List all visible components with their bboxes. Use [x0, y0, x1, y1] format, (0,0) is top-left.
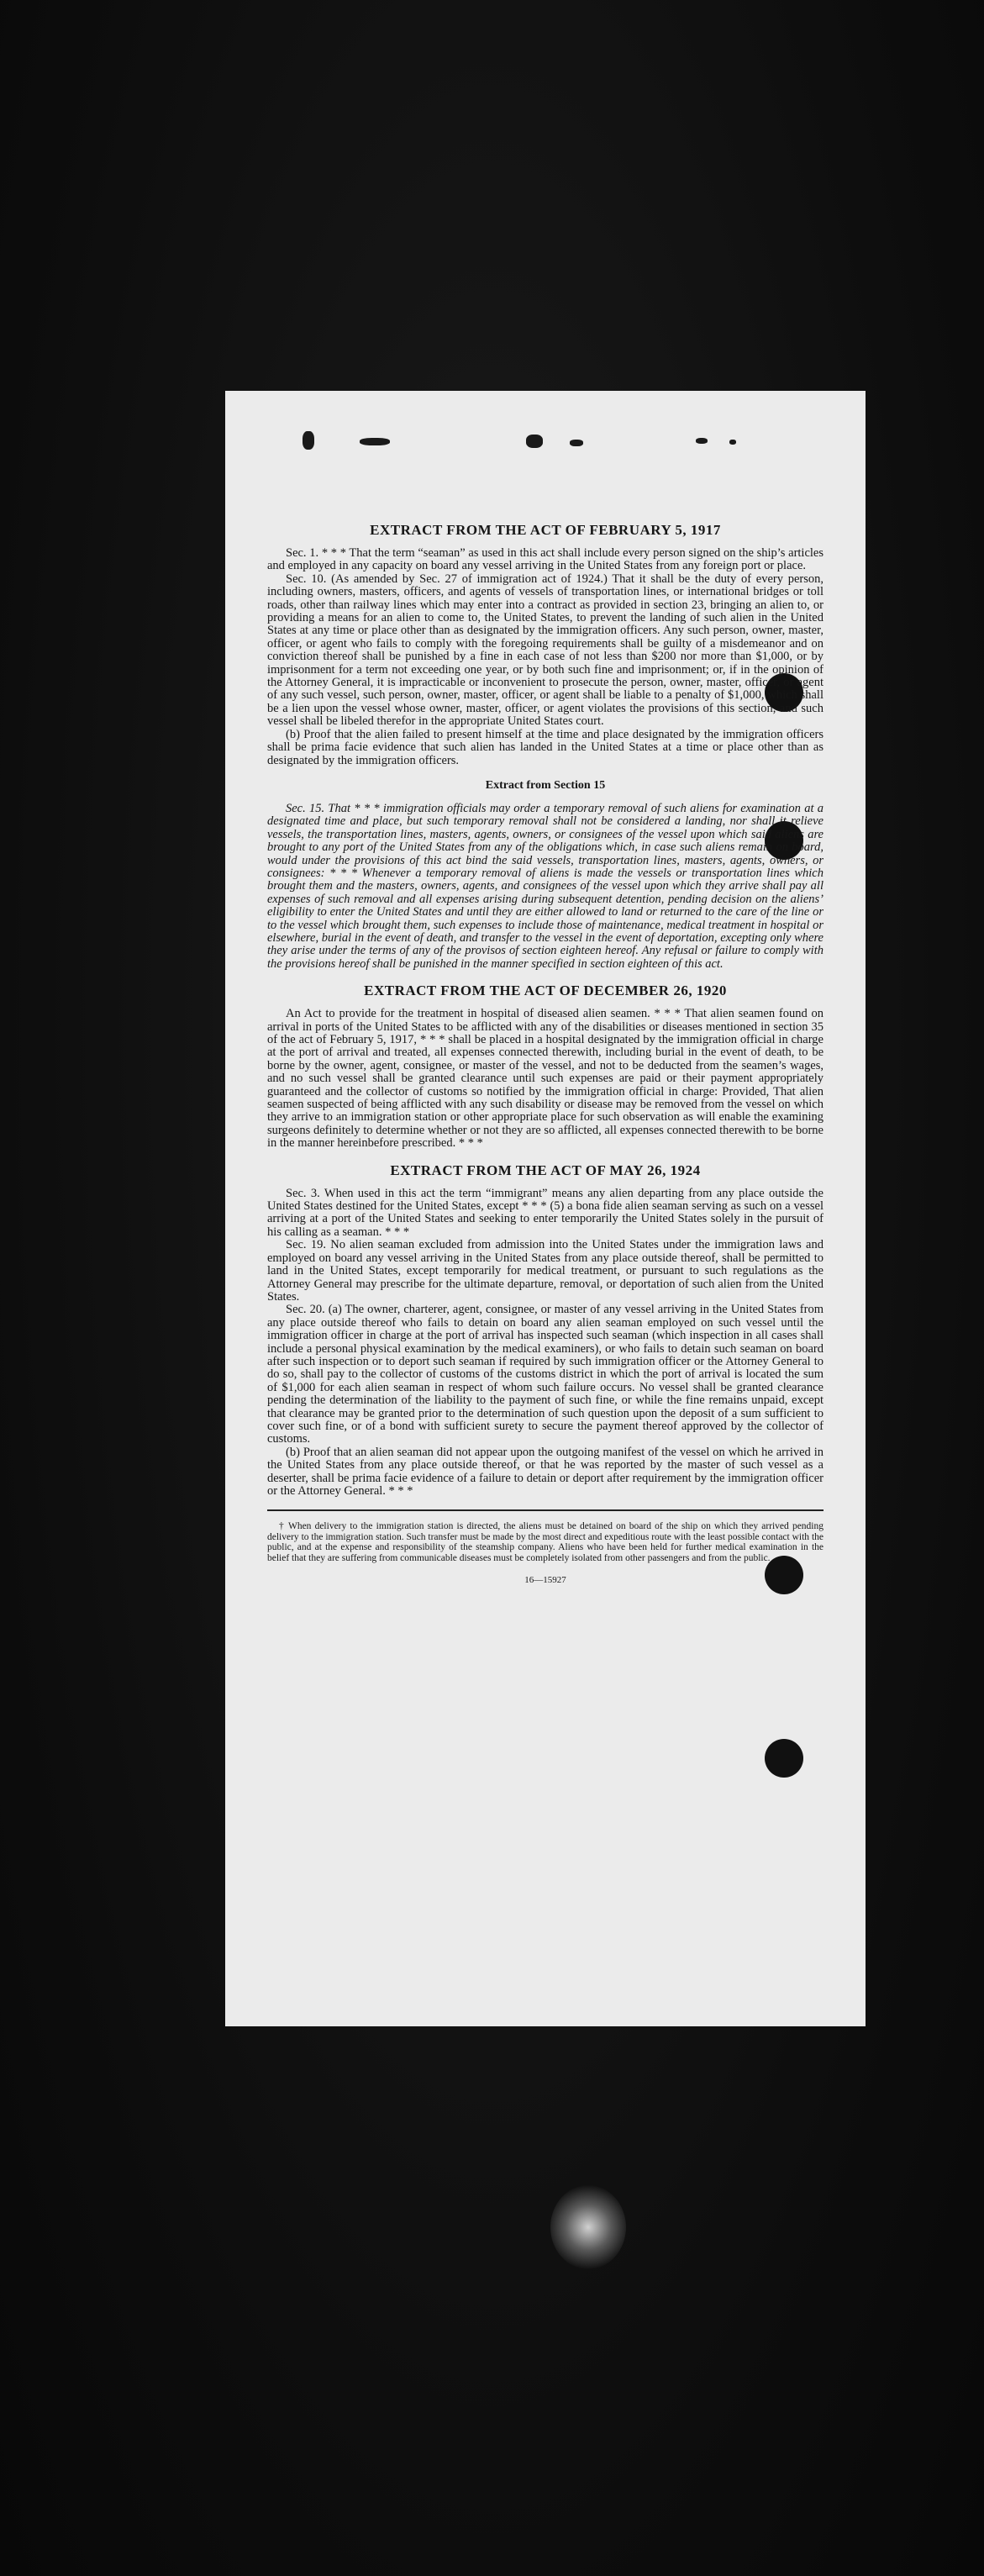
edge-mark [360, 438, 390, 445]
edge-mark [303, 431, 314, 450]
paragraph-sec-10: Sec. 10. (As amended by Sec. 27 of immigration act of 1924.) That it shall be the duty of every person, including owners, masters, officers, and agents of vessels of transportation lines, or international bridges or toll roads, other than railway lines which may enter into a contract as provided in section 23, bringing an alien to, or providing a means for an alien to come to, the United States, to prevent the landing of such alien in the United States at any time or place other than as designated by the immigration officers. Any such person, owner, master, officer, or agent who fails to comply with the foregoing requirements shall be guilty of a misdemeanor and on conviction thereof shall be punished by a fine in each case of not less than $200 nor more than $1,000, or by imprisonment for a term not exceeding one year, or by both such fine and imprisonment; or, if in the opinion of the Attorney General, it is impracticable or inconvenient to prosecute the person, owner, master, officer, or agent of any such vessel, such person, owner, master, officer, or agent shall be liable to a penalty of $1,000, which shall be a lien upon the vessel whose owner, master, officer, or agent violates the provisions of this section, and such vessel shall be libeled therefor in the appropriate United States court. [267, 572, 824, 729]
light-flare [550, 2185, 626, 2269]
heading-act-1917: EXTRACT FROM THE ACT OF FEBRUARY 5, 1917 [370, 522, 721, 538]
paragraph-sec-15: Sec. 15. That * * * immigration officials may order a temporary removal of such aliens for examination at a designated time and place, but such temporary removal shall not be considered a landing, nor shall it relieve vessels, the transportation lines, masters, agents, owners, or consignees of the vessel upon which said aliens are brought to any port of the United States from any of the obligations which, in case such aliens remain on board, would under the provisions of this act bind the said vessels, transportation lines, masters, agents, owners, or consignees: * * * Whenever a temporary removal of aliens is made the vessels or transportation lines which brought them and the masters, owners, agents, and consignees of the vessel upon which they arrive shall pay all expenses of such removal and all expenses arising during subsequent detention, pending decision on the aliens’ eligibility to enter the United States and until they are either allowed to land or returned to the care of the line or to the vessel which brought them, such expenses to include those of maintenance, medical treatment in hospital or elsewhere, burial in the event of death, and transfer to the vessel in the event of deportation, excepting only where they arise under the terms of any of the provisos of section eighteen hereof. Any refusal or failure to comply with the provisions hereof shall be punished in the manner specified in section eighteen of this act. [267, 801, 824, 971]
paragraph-sec-19: Sec. 19. No alien seaman excluded from admission into the United States under the immigration laws and employed on board any vessel arriving in the United States from any place outside thereof, shall be permitted to land in the United States, except temporarily for medical treatment, or pursuant to such regulations as the Attorney General may prescribe for the ultimate departure, removal, or deportation of such alien from the United States. [267, 1238, 824, 1304]
heading-act-1920: EXTRACT FROM THE ACT OF DECEMBER 26, 1920 [364, 982, 727, 999]
paragraph-sec-3: Sec. 3. When used in this act the term “immigrant” means any alien departing from any place outside the United States destined for the United States, except * * * (5) a bona fide alien seaman serving as such on a vessel arriving at a port of the United States and seeking to enter temporarily the United States solely in the pursuit of his calling as a seaman. * * * [267, 1186, 824, 1239]
document-page [225, 391, 866, 2026]
paragraph-sec-1: Sec. 1. * * * That the term “seaman” as used in this act shall include every person signed on the ship’s articles and employed in any capacity on board any vessel arriving in the United States from any foreign port or place. [267, 546, 824, 573]
print-code: 16—15927 [524, 1575, 566, 1586]
subheading-sec-15: Extract from Section 15 [485, 778, 606, 792]
footnote: † When delivery to the immigration station is directed, the aliens must be detained on board of the ship on which they arrived pending delivery to the immigration station. Such transfer must be made by the most direct and expeditious route with the least possible contact with the public, and at the expense and responsibility of the steamship company. Aliens who have been held for further medical examination in the belief that they are suffering from communicable diseases must be completely isolated from other passengers and from the public. [267, 1521, 824, 1563]
document-body [267, 522, 824, 1585]
paragraph-sec-20b: (b) Proof that an alien seaman did not appear upon the outgoing manifest of the vessel on which he arrived in the United States from any place outside thereof, or that he was reported by the master of such vessel as a deserter, shall be prima facie evidence of a failure to detain or deport after requirement by the immigration officer or the Attorney General. * * * [267, 1445, 824, 1498]
paragraph-act-1920: An Act to provide for the treatment in hospital of diseased alien seamen. * * * That alien seamen found on arrival in ports of the United States to be afflicted with any of the disabilities or diseases mentioned in section 35 of the act of February 5, 1917, * * * shall be placed in a hospital designated by the immigration official in charge at the port of arrival and treated, all expenses connected therewith, including burial in the event of death, to be borne by the owner, agent, consignee, or master of the vessel, and not to be deducted from the seamen’s wages, and no such vessel shall be granted clearance until such expenses are paid or their payment appropriately guaranteed and the collector of customs so notified by the immigration official in charge: Provided, That alien seamen suspected of being afflicted with any such disability or disease may be removed from the vessel on which they arrive to an immigration station or other appropriate place for such observation as will enable the examining surgeons definitely to determine whether or not they are so afflicted, all expenses connected therewith to be borne in the manner hereinbefore prescribed. * * * [267, 1007, 824, 1151]
edge-mark [729, 440, 736, 445]
punch-hole [765, 1739, 803, 1778]
edge-mark [526, 435, 543, 448]
paragraph-sec-20: Sec. 20. (a) The owner, charterer, agent, consignee, or master of any vessel arriving in the United States from any place outside thereof who fails to detain on board any alien seaman employed on such vessel until the immigration officer in charge at the port of arrival has inspected such seaman (which inspection in all cases shall include a personal physical examination by the medical examiners), or who fails to detain such seaman on board after such inspection or to deport such seaman if required by such immigration officer or the Attorney General to do so, shall pay to the collector of customs of the customs district in which the port of arrival is located the sum of $1,000 for each alien seaman in respect of whom such failure occurs. No vessel shall be granted clearance pending the determination of the liability to the payment of such fine, or while the fine remains unpaid, except that clearance may be granted prior to the determination of such question upon the deposit of a sum sufficient to cover such fine, or of a bond with sufficient surety to secure the payment thereof approved by the collector of customs. [267, 1303, 824, 1446]
edge-mark [570, 440, 583, 446]
heading-act-1924: EXTRACT FROM THE ACT OF MAY 26, 1924 [390, 1162, 701, 1178]
top-edge-marks [225, 431, 866, 456]
paragraph-sec-10b: (b) Proof that the alien failed to present himself at the time and place designated by the immigration officers shall be prima facie evidence that such alien has landed in the United States at a time or place other than as designated by the immigration officers. [267, 727, 824, 767]
edge-mark [696, 438, 708, 444]
footnote-divider [267, 1509, 824, 1511]
